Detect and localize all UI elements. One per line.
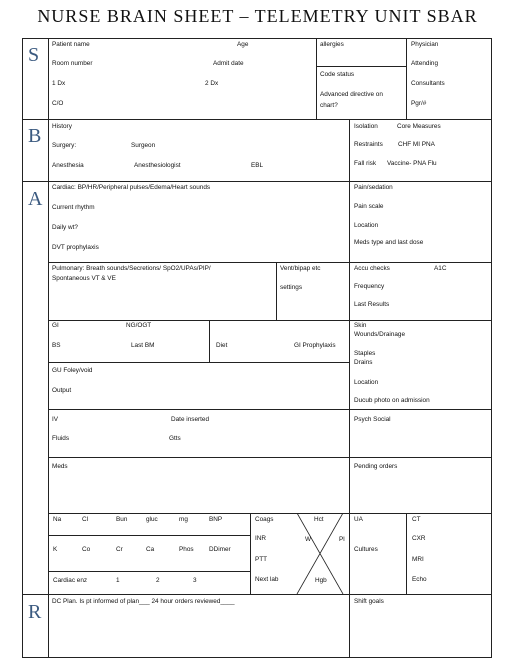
label-co: C/O (52, 100, 64, 107)
label-core-measures: Core Measures (397, 123, 441, 130)
lab-hct: Hct (314, 516, 324, 523)
lab-mri: MRI (412, 556, 424, 563)
lab-mg: mg (179, 516, 188, 523)
label-pulmonary: Pulmonary: Breath sounds/Secretions/ SpO2/UPAs/PIP/ (52, 265, 211, 272)
label-physician: Physician (411, 41, 439, 48)
lab-bnp: BNP (209, 516, 223, 523)
label-attending: Attending (411, 60, 439, 67)
label-a1c: A1C (434, 265, 447, 272)
lab-enz-1: 1 (116, 577, 120, 584)
label-date-inserted: Date inserted (171, 416, 210, 423)
lab-na: Na (53, 516, 62, 523)
label-patient-name: Patient name (52, 41, 90, 48)
lab-ca: Ca (146, 546, 155, 553)
lab-cxr: CXR (412, 535, 426, 542)
label-surgeon: Surgeon (131, 142, 156, 149)
label-wounds-drainage: Wounds/Drainage (354, 331, 406, 338)
lab-next-lab: Next lab (255, 576, 279, 583)
lab-cr: Cr (116, 546, 123, 553)
label-age: Age (237, 41, 249, 48)
label-dc-plan: DC Plan. Is pt informed of plan___ 24 hour orders reviewed____ (52, 598, 235, 605)
label-frequency: Frequency (354, 283, 385, 290)
label-allergies: allergies (320, 41, 344, 48)
label-staples: Staples (354, 350, 376, 357)
lab-co: Co (82, 546, 91, 553)
lab-w: W (305, 536, 312, 543)
label-fall-risk: Fall risk (354, 160, 377, 167)
label-skin: Skin (354, 322, 367, 329)
label-diet: Diet (216, 342, 228, 349)
lab-cl: Cl (82, 516, 89, 523)
label-bs: BS (52, 342, 61, 349)
lab-ptt: PTT (255, 556, 268, 563)
label-spontaneous: Spontaneous VT & VE (52, 275, 116, 282)
label-anesthesiologist: Anesthesiologist (134, 162, 181, 169)
lab-gluc: gluc (146, 516, 158, 523)
label-gi-prophylaxis: GI Prophylaxis (294, 342, 336, 349)
sbar-form (22, 38, 492, 658)
label-gtts: Gtts (169, 435, 181, 442)
label-psych-social: Psych Social (354, 416, 391, 423)
lab-ddimer: DDimer (209, 546, 231, 553)
label-gu: GU Foley/void (52, 367, 93, 374)
label-chart: chart? (320, 102, 338, 109)
lab-bun: Bun (116, 516, 128, 523)
label-shift-goals: Shift goals (354, 598, 384, 605)
label-pending-orders: Pending orders (354, 463, 398, 470)
lab-k: K (53, 546, 58, 553)
lab-cultures: Cultures (354, 546, 378, 553)
lab-inr: INR (255, 535, 267, 542)
label-ng-ogt: NG/OGT (126, 322, 152, 329)
lab-hgb: Hgb (315, 577, 327, 584)
label-last-bm: Last BM (131, 342, 155, 349)
lab-pl: Pl (339, 536, 345, 543)
label-chf-mi-pna: CHF MI PNA (398, 141, 435, 148)
label-ducub: Ducub photo on admission (354, 397, 430, 404)
lab-ct: CT (412, 516, 421, 523)
label-isolation: Isolation (354, 123, 378, 130)
label-restraints: Restraints (354, 141, 383, 148)
label-pain-scale: Pain scale (354, 203, 384, 210)
label-advanced-directive: Advanced directive on (320, 91, 383, 98)
label-meds: Meds (52, 463, 68, 470)
label-dvt: DVT prophylaxis (52, 244, 99, 251)
page-title: NURSE BRAIN SHEET – TELEMETRY UNIT SBAR (37, 6, 478, 26)
label-fluids: Fluids (52, 435, 70, 442)
label-history: History (52, 123, 72, 130)
label-output: Output (52, 387, 72, 394)
label-dx2: 2 Dx (205, 80, 219, 87)
label-drains: Drains (354, 359, 373, 366)
section-letter-r: R (28, 601, 42, 623)
label-ebl: EBL (251, 162, 264, 169)
label-pain-sedation: Pain/sedation (354, 184, 393, 191)
label-vaccine: Vaccine- PNA Flu (387, 160, 437, 167)
label-meds-last-dose: Meds type and last dose (354, 239, 424, 246)
label-skin-location: Location (354, 379, 379, 386)
label-accu-checks: Accu checks (354, 265, 390, 272)
lab-coags: Coags (255, 516, 274, 523)
label-current-rhythm: Current rhythm (52, 204, 95, 211)
section-letter-a: A (28, 188, 43, 210)
label-admit-date: Admit date (213, 60, 244, 67)
label-surgery: Surgery: (52, 142, 77, 149)
label-gi: GI (52, 322, 59, 329)
label-consultants: Consultants (411, 80, 445, 87)
label-anesthesia: Anesthesia (52, 162, 84, 169)
label-dx1: 1 Dx (52, 80, 66, 87)
label-last-results: Last Results (354, 301, 390, 308)
lab-cardiac-enz: Cardiac enz (53, 577, 88, 584)
label-room-number: Room number (52, 60, 93, 67)
label-pgr: Pgr/# (411, 100, 427, 107)
section-letter-b: B (28, 125, 42, 147)
section-letter-s: S (28, 44, 40, 66)
lab-enz-3: 3 (193, 577, 197, 584)
label-settings: settings (280, 284, 303, 291)
label-iv: IV (52, 416, 59, 423)
label-vent: Vent/bipap etc (280, 265, 321, 272)
label-code-status: Code status (320, 71, 355, 78)
lab-echo: Echo (412, 576, 427, 583)
label-pain-location: Location (354, 222, 379, 229)
lab-phos: Phos (179, 546, 194, 553)
label-daily-wt: Daily wt? (52, 224, 78, 231)
lab-ua: UA (354, 516, 363, 523)
lab-enz-2: 2 (156, 577, 160, 584)
label-cardiac: Cardiac: BP/HR/Peripheral pulses/Edema/Heart sounds (52, 184, 211, 191)
